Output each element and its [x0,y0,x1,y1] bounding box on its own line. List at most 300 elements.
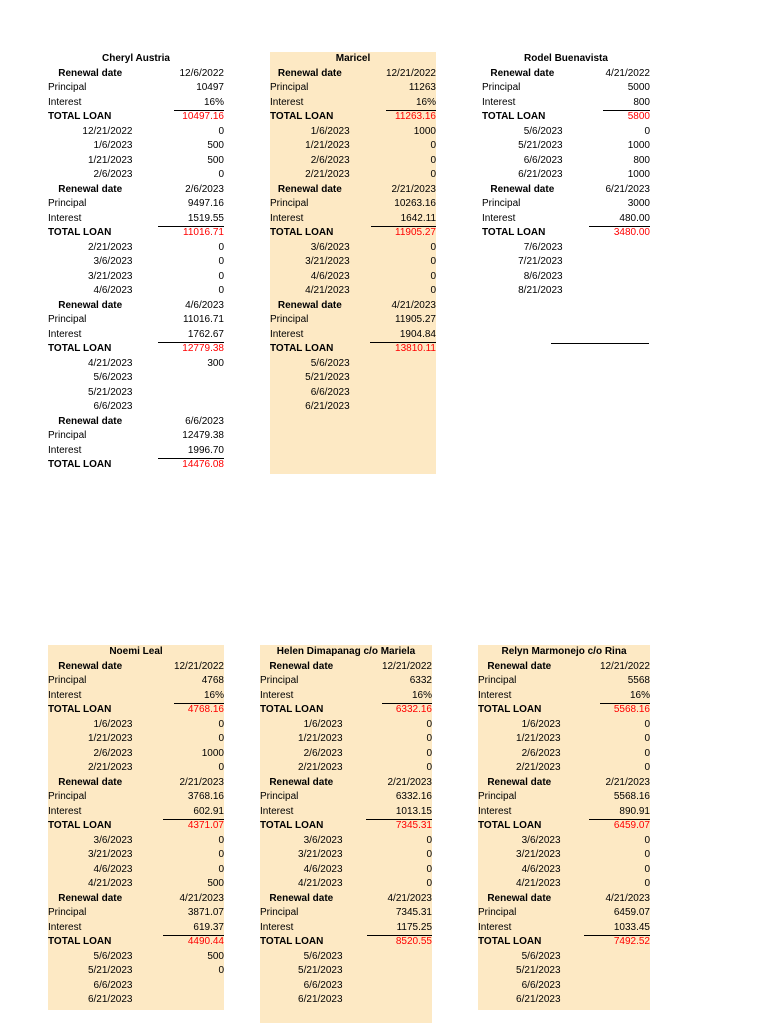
row-value: 0 [644,863,650,875]
ledger-row [478,921,650,936]
ledger-row [48,371,224,386]
ledger-row [48,935,224,950]
ledger-row [478,863,650,878]
row-value: 0 [644,747,650,759]
ledger-row [482,125,650,140]
row-label: Renewal date [58,67,123,79]
ledger-row [270,342,436,357]
row-value: 1519.55 [158,212,224,228]
ledger-row [260,892,432,907]
row-label: Interest [48,444,82,456]
ledger-row [48,747,224,762]
row-value: 0 [218,863,224,875]
ledger-row [48,342,224,357]
ledger-row [260,863,432,878]
ledger-row [270,81,436,96]
ledger-row [260,689,432,704]
row-value: 800 [633,154,650,166]
payment-date: 6/21/2023 [518,169,563,180]
payment-date: 5/21/2023 [516,965,561,976]
ledger-row [478,834,650,849]
row-label: Renewal date [58,299,123,311]
row-value: 6459.07 [613,907,650,918]
ledger-row [270,67,436,82]
loan-block-relyn-marmonejo [478,645,650,1010]
row-value: 0 [218,241,224,253]
ledger-row [482,183,650,198]
payment-date: 6/6/2023 [521,979,561,991]
ledger-row [478,805,650,820]
ledger-row [482,154,650,169]
row-label: TOTAL LOAN [48,820,112,831]
ledger-row [270,255,436,270]
row-label: Principal [270,82,309,93]
ledger-row [48,458,224,473]
ledger-row [48,226,224,241]
row-value: 0 [426,834,432,846]
row-value: 0 [426,718,432,730]
ledger-row [260,993,432,1008]
ledger-row [48,110,224,125]
ledger-row [478,950,650,965]
row-value: 6332.16 [395,791,432,802]
row-label: Renewal date [490,67,555,79]
ledger-row [48,993,224,1008]
row-value: 0 [218,762,224,773]
row-label: Principal [48,430,87,441]
ledger-row [260,834,432,849]
payment-date: 1/21/2023 [87,154,133,166]
total-loan-value: 6459.07 [613,820,650,831]
payment-date: 3/6/2023 [310,241,350,253]
total-loan-value: 11016.71 [183,227,224,238]
row-value: 0 [426,733,432,744]
total-loan-value: 5800 [627,111,650,122]
empty-underline [551,343,649,344]
row-value: 7345.31 [395,907,432,918]
row-label: Interest [478,689,512,701]
total-loan-value: 4490.44 [187,936,224,947]
row-value: 0 [644,718,650,730]
ledger-row [260,776,432,791]
row-value: 4/21/2023 [391,299,436,311]
ledger-row [478,993,650,1008]
payment-date: 3/6/2023 [303,834,343,846]
row-value: 16% [174,96,224,112]
row-label: Interest [260,921,294,933]
ledger-row [478,747,650,762]
ledger-row [482,212,650,227]
payment-date: 1/21/2023 [298,733,343,744]
ledger-row [270,371,436,386]
ledger-row [270,212,436,227]
ledger-row [270,96,436,111]
ledger-row [478,790,650,805]
row-label: Renewal date [269,776,334,788]
ledger-row [48,863,224,878]
ledger-row [48,848,224,863]
row-label: Interest [48,805,82,817]
loan-block-helen-dimapanag [260,645,432,1023]
ledger-row [482,139,650,154]
ledger-row [482,110,650,125]
total-loan-value: 11905.27 [395,227,436,238]
row-value: 5568.16 [613,791,650,802]
payment-date: 5/6/2023 [523,125,563,137]
payment-date: 2/21/2023 [305,169,350,180]
row-value: 0 [426,747,432,759]
ledger-row [270,328,436,343]
row-value: 4/6/2023 [185,299,224,311]
row-label: TOTAL LOAN [478,704,542,715]
payment-date: 5/6/2023 [93,950,133,962]
row-value: 12/6/2022 [179,67,224,79]
row-value: 1000 [627,169,650,180]
ledger-row [478,877,650,892]
payment-date: 3/21/2023 [87,849,133,860]
row-value: 10497 [196,82,224,93]
row-value: 500 [207,878,224,889]
row-value: 0 [426,863,432,875]
row-label: TOTAL LOAN [482,111,546,122]
row-label: Interest [48,96,82,108]
row-value: 0 [644,125,650,137]
row-value: 2/21/2023 [387,776,432,788]
payment-date: 8/21/2023 [518,285,563,296]
ledger-row [48,67,224,82]
ledger-row [48,386,224,401]
ledger-row [260,921,432,936]
row-value: 0 [426,849,432,860]
borrower-name: Cheryl Austria [102,53,170,64]
ledger-row [48,212,224,227]
payment-date: 4/21/2023 [305,285,350,296]
borrower-name: Relyn Marmonejo c/o Rina [501,646,627,657]
payment-date: 3/6/2023 [521,834,561,846]
row-value: 11263 [408,82,436,93]
borrower-name: Rodel Buenavista [524,53,608,64]
total-loan-value: 11263.16 [395,111,436,122]
ledger-row [478,935,650,950]
payment-date: 2/21/2023 [298,762,343,773]
row-label: Principal [48,675,87,686]
total-loan-value: 6332.16 [395,704,432,715]
ledger-row [478,964,650,979]
ledger-row [48,921,224,936]
ledger-row [260,877,432,892]
row-value: 16% [386,96,436,112]
row-label: Interest [48,212,82,224]
row-label: Principal [260,907,299,918]
row-label: Principal [260,675,299,686]
row-label: TOTAL LOAN [48,111,112,122]
row-label: Renewal date [269,892,334,904]
payment-date: 1/6/2023 [93,140,133,151]
row-value: 6/21/2023 [605,183,650,195]
ledger-row [482,197,650,212]
row-value: 12/21/2022 [381,660,432,672]
row-label: Interest [260,805,294,817]
ledger-row [48,444,224,459]
ledger-row [260,935,432,950]
row-label: TOTAL LOAN [48,704,112,715]
ledger-row [270,197,436,212]
ledger-row [270,168,436,183]
ledger-row [482,270,650,285]
row-value: 12/21/2022 [173,660,224,672]
row-value: 1642.11 [371,212,436,228]
payment-date: 2/21/2023 [87,241,133,253]
row-label: Principal [48,198,87,209]
payment-date: 3/21/2023 [87,270,133,282]
ledger-row [48,313,224,328]
row-value: 1000 [413,125,436,137]
row-label: Interest [270,96,304,108]
payment-date: 6/6/2023 [303,979,343,991]
loan-block-noemi-leal [48,645,224,1010]
row-value: 3768.16 [187,791,224,802]
row-value: 2/6/2023 [185,183,224,195]
row-value: 0 [644,762,650,773]
row-label: Interest [270,328,304,340]
row-value: 619.37 [163,921,224,937]
payment-date: 4/6/2023 [93,285,133,296]
ledger-row [260,674,432,689]
payment-date: 4/6/2023 [303,863,343,875]
row-value: 0 [644,849,650,860]
ledger-row [48,139,224,154]
ledger-row [48,96,224,111]
row-value: 4/21/2023 [387,892,432,904]
total-loan-value: 13810.11 [395,343,436,354]
payment-date: 12/21/2022 [82,125,133,137]
row-value: 890.91 [589,805,650,821]
row-label: Principal [48,82,87,93]
ledger-row [48,241,224,256]
ledger-row [260,790,432,805]
payment-date: 4/6/2023 [93,863,133,875]
payment-date: 6/21/2023 [516,994,561,1005]
row-value: 0 [218,125,224,137]
ledger-row [482,96,650,111]
total-loan-value: 4371.07 [187,820,224,831]
row-label: Renewal date [487,776,552,788]
payment-date: 1/6/2023 [310,125,350,137]
payment-date: 5/21/2023 [87,965,133,976]
row-value: 3000 [627,198,650,209]
row-value: 1904.84 [370,328,436,344]
ledger-row [48,328,224,343]
ledger-row [478,848,650,863]
row-value: 0 [218,733,224,744]
row-value: 3871.07 [187,907,224,918]
ledger-row [260,732,432,747]
row-label: TOTAL LOAN [478,820,542,831]
row-value: 1000 [201,747,224,759]
ledger-row [48,400,224,415]
row-value: 2/21/2023 [605,776,650,788]
ledger-row [48,674,224,689]
row-value: 10263.16 [394,198,436,209]
row-label: Interest [482,96,516,108]
row-value: 5000 [627,82,650,93]
ledger-row [48,718,224,733]
row-label: Renewal date [277,183,342,195]
row-label: TOTAL LOAN [48,936,112,947]
payment-date: 4/21/2023 [87,357,133,369]
ledger-row [260,848,432,863]
row-label: Principal [478,907,517,918]
ledger-row [48,270,224,285]
row-value: 0 [218,718,224,730]
row-label: Renewal date [487,660,552,672]
row-value: 5568 [627,675,650,686]
row-value: 0 [426,762,432,773]
row-value: 0 [218,849,224,860]
ledger-row [48,819,224,834]
ledger-row [270,110,436,125]
payment-date: 6/6/2023 [93,979,133,991]
row-value: 9497.16 [187,198,224,209]
ledger-row [482,168,650,183]
row-label: Interest [260,689,294,701]
row-label: TOTAL LOAN [478,936,542,947]
row-value: 500 [207,140,224,151]
ledger-row [48,979,224,994]
row-value: 0 [426,878,432,889]
row-label: Principal [482,198,521,209]
borrower-name: Helen Dimapanag c/o Mariela [276,646,416,657]
row-value: 1762.67 [158,328,224,344]
row-value: 0 [218,256,224,267]
row-value: 4768 [201,675,224,686]
ledger-row [478,732,650,747]
row-value: 12/21/2022 [385,67,436,79]
ledger-row [478,979,650,994]
row-label: Principal [270,198,309,209]
row-value: 0 [430,270,436,282]
row-label: TOTAL LOAN [270,111,334,122]
row-label: TOTAL LOAN [48,227,112,238]
payment-date: 2/6/2023 [521,747,561,759]
row-value: 2/21/2023 [179,776,224,788]
ledger-row [270,313,436,328]
payment-date: 5/6/2023 [303,950,343,962]
ledger-row [260,906,432,921]
payment-date: 1/21/2023 [516,733,561,744]
row-value: 0 [644,834,650,846]
row-label: Principal [478,791,517,802]
ledger-row [270,400,436,415]
row-label: TOTAL LOAN [482,227,546,238]
payment-date: 7/6/2023 [523,241,563,253]
payment-date: 4/6/2023 [521,863,561,875]
ledger-row [478,906,650,921]
payment-date: 1/21/2023 [305,140,350,151]
ledger-row [48,892,224,907]
total-loan-value: 7345.31 [395,820,432,831]
ledger-row [260,703,432,718]
ledger-row [482,226,650,241]
payment-date: 2/6/2023 [93,747,133,759]
row-label: Interest [270,212,304,224]
row-label: Renewal date [487,892,552,904]
ledger-row [478,892,650,907]
ledger-row [48,168,224,183]
ledger-row [48,81,224,96]
total-loan-value: 10497.16 [182,111,224,122]
row-label: Principal [48,907,87,918]
payment-date: 5/6/2023 [93,372,133,383]
loan-block-rodel-buenavista [482,52,650,312]
row-label: TOTAL LOAN [260,704,324,715]
row-value: 12479.38 [182,430,224,441]
row-label: Renewal date [58,776,123,788]
ledger-row [48,299,224,314]
row-label: TOTAL LOAN [260,820,324,831]
row-value: 1000 [627,140,650,151]
ledger-row [260,819,432,834]
payment-date: 3/21/2023 [516,849,561,860]
payment-date: 1/21/2023 [87,733,133,744]
payment-date: 6/21/2023 [298,994,343,1005]
total-loan-value: 14476.08 [182,459,224,470]
ledger-row [270,183,436,198]
loan-block-cheryl-austria [48,52,224,474]
ledger-row [270,125,436,140]
ledger-row [270,386,436,401]
row-value: 0 [644,878,650,889]
ledger-row [48,950,224,965]
row-value: 4/21/2022 [605,67,650,79]
payment-date: 2/6/2023 [310,154,350,166]
row-value: 1996.70 [158,444,224,460]
payment-date: 5/21/2023 [298,965,343,976]
payment-date: 4/21/2023 [516,878,561,889]
total-loan-value: 5568.16 [613,704,650,715]
ledger-row [478,776,650,791]
row-label: Renewal date [58,183,123,195]
ledger-row [478,761,650,776]
row-value: 0 [430,140,436,151]
payment-date: 6/6/2023 [310,386,350,398]
row-label: Interest [48,921,82,933]
row-label: Renewal date [58,892,123,904]
row-label: TOTAL LOAN [48,459,112,470]
payment-date: 1/6/2023 [303,718,343,730]
row-label: Renewal date [277,299,342,311]
payment-date: 1/6/2023 [521,718,561,730]
ledger-row [260,761,432,776]
ledger-row [482,284,650,299]
total-loan-value: 12779.38 [182,343,224,354]
total-loan-value: 8520.55 [395,936,432,947]
row-value: 500 [207,154,224,166]
ledger-row [270,154,436,169]
ledger-row [260,747,432,762]
row-label: Renewal date [269,660,334,672]
row-value: 4/21/2023 [605,892,650,904]
row-label: Principal [270,314,309,325]
ledger-row [48,805,224,820]
ledger-row [260,964,432,979]
ledger-row [270,284,436,299]
ledger-row [48,125,224,140]
payment-date: 5/21/2023 [518,140,563,151]
borrower-name: Noemi Leal [109,646,163,657]
row-value: 0 [218,169,224,180]
row-value: 0 [644,733,650,744]
